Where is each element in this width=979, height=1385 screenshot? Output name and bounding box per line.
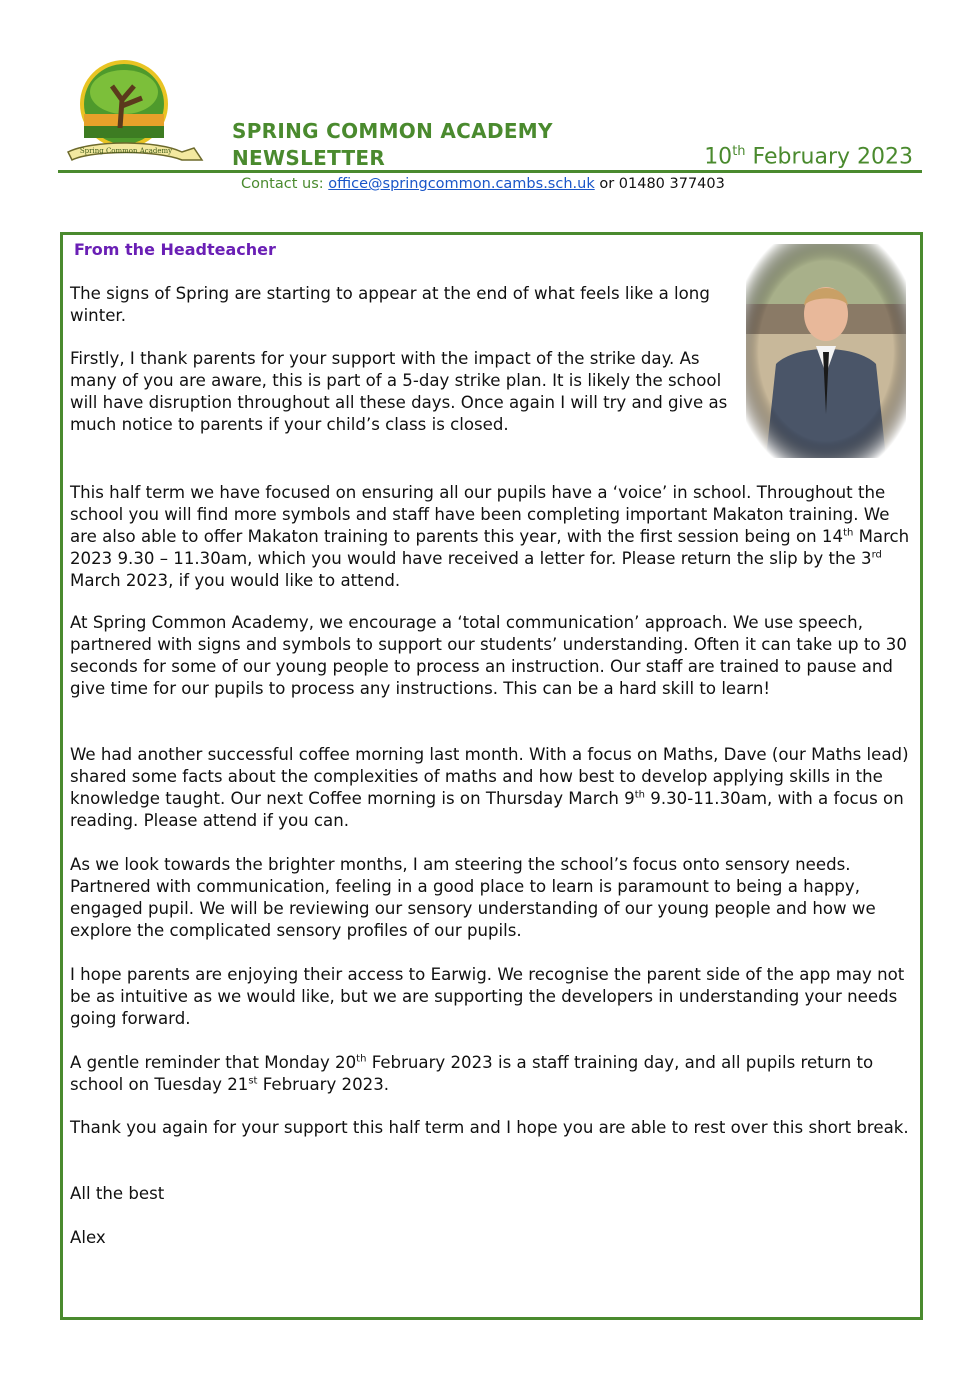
- title-line-1: SPRING COMMON ACADEMY: [232, 119, 553, 143]
- headteacher-photo: [746, 244, 906, 458]
- paragraph-reminder: A gentle reminder that Monday 20th February 2023 is a staff training day, and all pupils return to school on Tuesday 21st February 2023.: [70, 1053, 874, 1094]
- header-divider: [58, 170, 922, 173]
- signature-name: Alex: [70, 1228, 106, 1247]
- contact-email-link[interactable]: office@springcommon.cambs.sch.uk: [328, 176, 595, 192]
- paragraph-coffee: We had another successful coffee morning last month. With a focus on Maths, Dave (our Maths lead) shared some facts about the complexities of maths and how best to develop applying skills in the knowledge taught. Our next Coffee morning is on Thursday March 9th 9.30-11.30am, with a focus on reading. Please attend if you can.: [70, 745, 909, 830]
- paragraph-strike: Firstly, I thank parents for your support with the impact of the strike day. As many of you are aware, this is part of a 5-day strike plan. It is likely the school will have disruption throughout all these days. Once again I will try and give as much notice to parents if your child’s class is closed.: [70, 349, 728, 434]
- school-logo-icon: [62, 56, 210, 166]
- svg-text:Spring Common Academy: Spring Common Academy: [79, 147, 173, 155]
- contact-line: Contact us: office@springcommon.cambs.sch.uk or 01480 377403: [241, 176, 725, 192]
- newsletter-date: 10th February 2023: [704, 144, 913, 170]
- paragraph-voice: This half term we have focused on ensuring all our pupils have a ‘voice’ in school. Throughout the school you will find more symbols and staff have been completing important Makaton training. We are also able to offer Makaton training to parents this year, with the first session being on 14th March 2023 9.30 – 11.30am, which you would have received a letter for. Please return the slip by the 3rd March 2023, if you would like to attend.: [70, 483, 910, 590]
- paragraph-intro: The signs of Spring are starting to appear at the end of what feels like a long winter.: [70, 284, 710, 325]
- paragraph-communication: At Spring Common Academy, we encourage a ‘total communication’ approach. We use speech, partnered with signs and symbols to support our students’ understanding. Often it can take up to 30 seconds for some of our young people to process an instruction. Our staff are trained to pause and give time for our pupils to process any instructions. This can be a hard skill to learn!: [70, 613, 907, 698]
- title-line-2: NEWSLETTER: [232, 146, 386, 170]
- signoff: All the best: [70, 1184, 165, 1203]
- paragraph-sensory: As we look towards the brighter months, I am steering the school’s focus onto sensory needs. Partnered with communication, feeling in a good place to learn is paramount to being a happy, engaged pupil. We will be reviewing our sensory understanding of our young people and how we explore the complicated sensory profiles of our pupils.: [70, 855, 876, 940]
- paragraph-earwig: I hope parents are enjoying their access to Earwig. We recognise the parent side of the app may not be as intuitive as we would like, but we are supporting the developers in understanding your needs going forward.: [70, 965, 905, 1028]
- newsletter-title: [232, 118, 553, 172]
- paragraph-thanks: Thank you again for your support this half term and I hope you are able to rest over this short break.: [70, 1118, 909, 1137]
- section-title: From the Headteacher: [74, 240, 276, 259]
